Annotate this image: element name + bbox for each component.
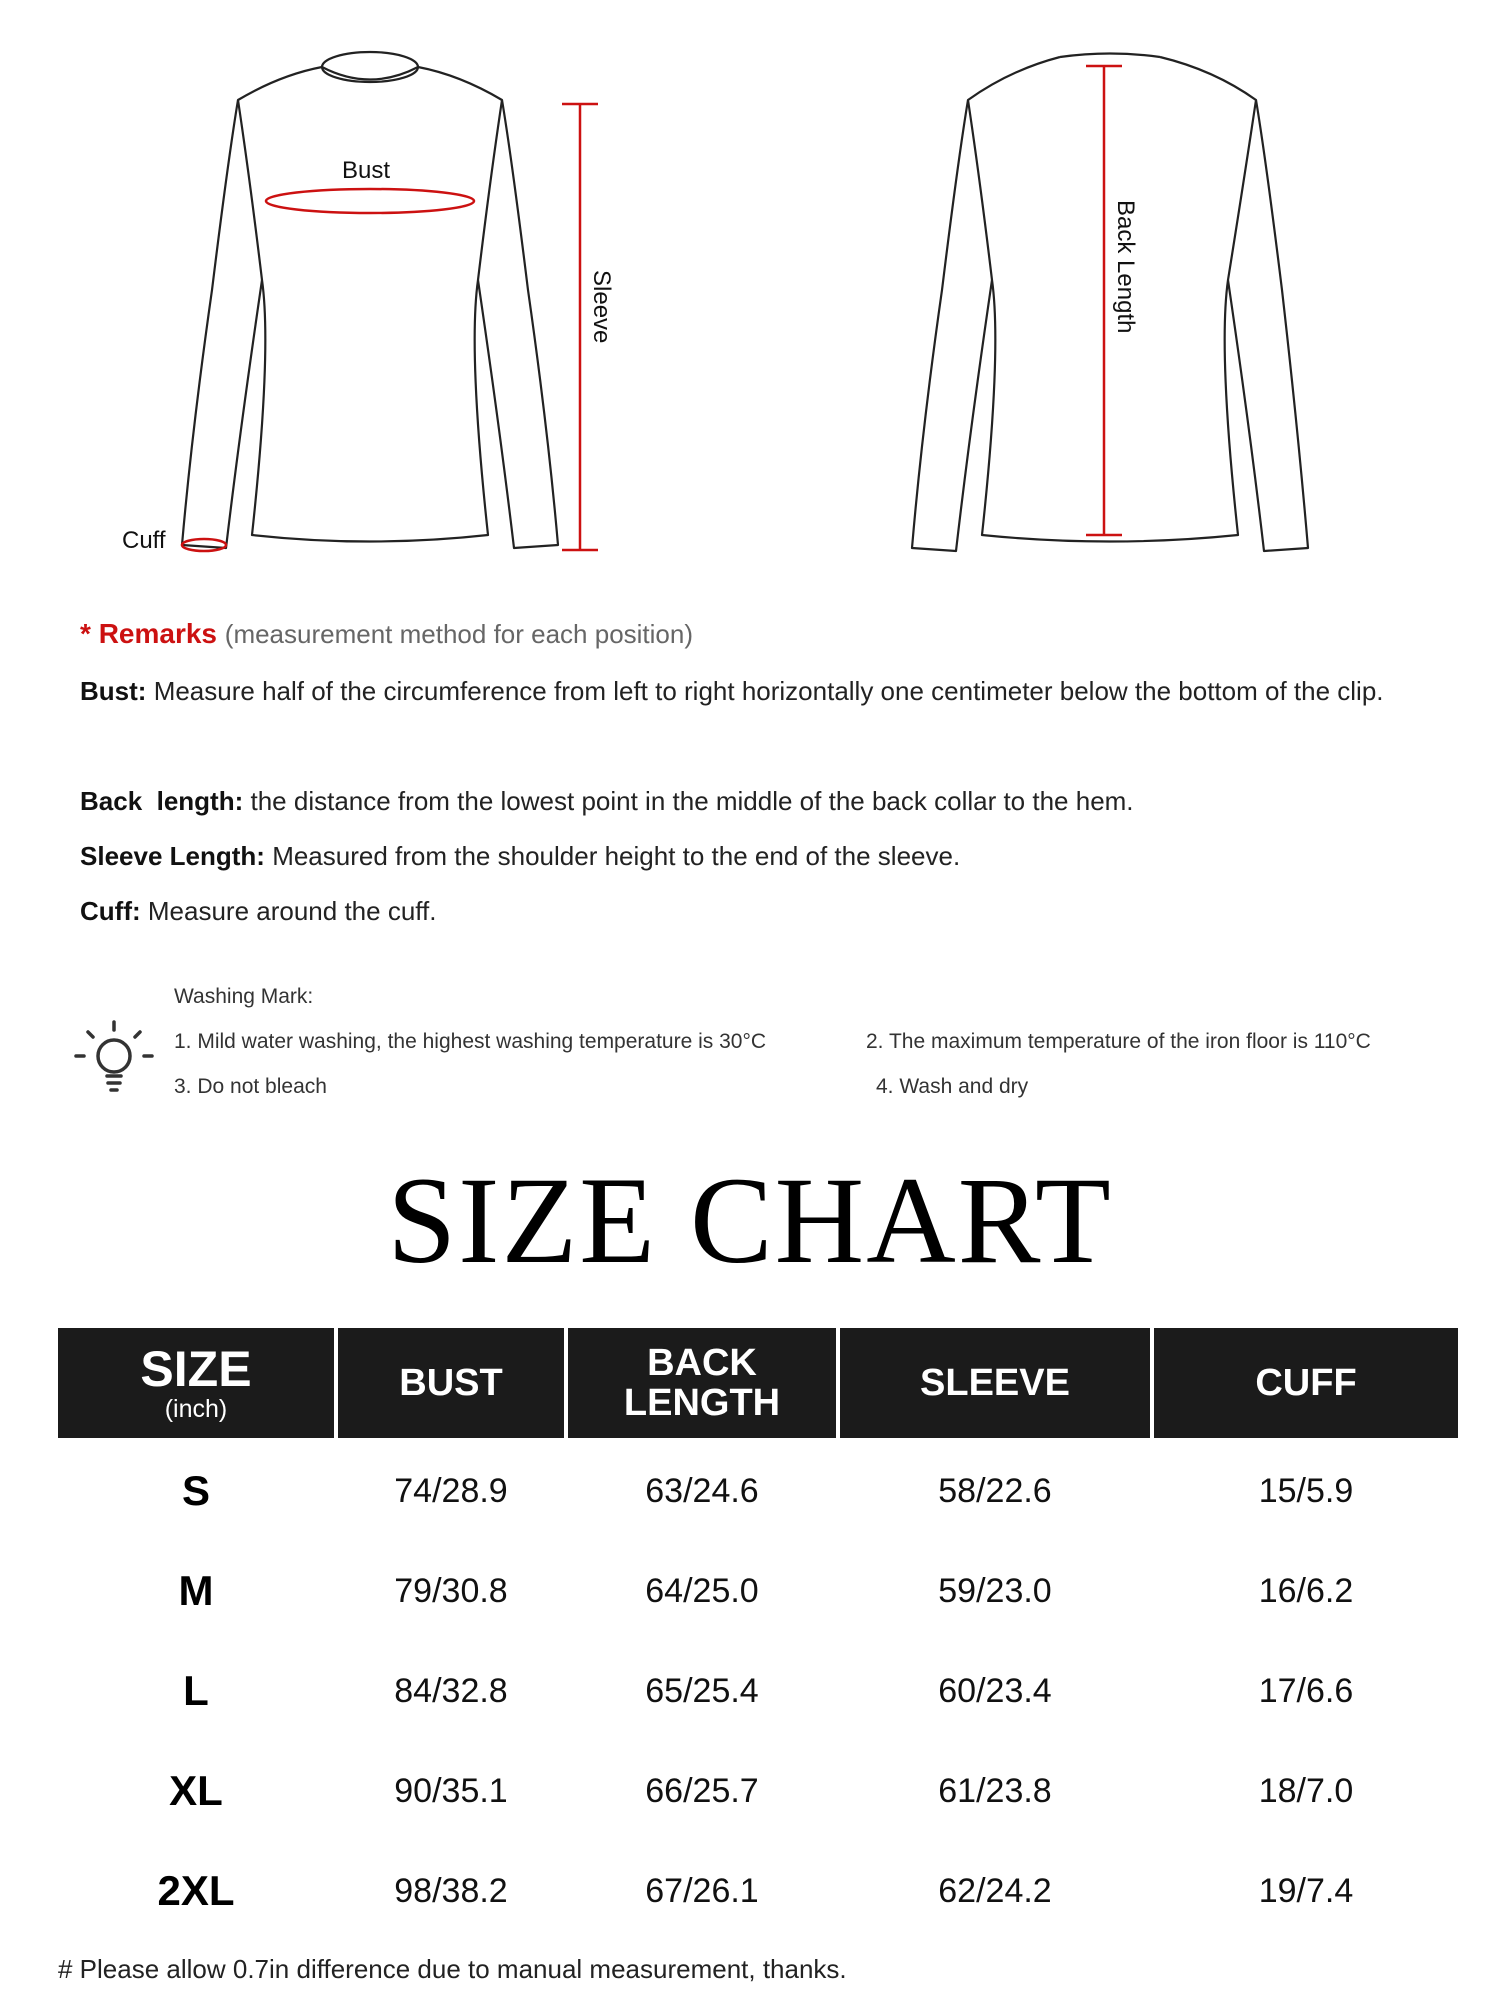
header-back-length	[568, 1328, 836, 1438]
definition-term: Sleeve Length	[80, 841, 257, 871]
cuff-cell: 17/6.6	[1258, 1671, 1354, 1710]
definition-text: Measure half of the circumference from left to right horizontally one centimeter below the bottom of the clip.	[153, 676, 1384, 706]
cuff-definition	[80, 884, 1420, 939]
definition-separator: :	[256, 841, 265, 871]
back-length-cell: 65/25.4	[645, 1671, 759, 1710]
size-cell: XL	[169, 1767, 223, 1814]
washing-instruction: 4. Wash and dry	[876, 1075, 1029, 1098]
remarks-heading	[80, 618, 693, 650]
measurement-footnote: # Please allow 0.7in difference due to manual measurement, thanks.	[58, 1954, 847, 1984]
bust-cell: 98/38.2	[394, 1871, 508, 1910]
definition-separator: :	[131, 896, 141, 926]
back-length-cell: 67/26.1	[645, 1871, 759, 1910]
cuff-cell: 15/5.9	[1258, 1471, 1354, 1510]
header-cuff	[1154, 1328, 1458, 1438]
bust-cell: 90/35.1	[394, 1771, 508, 1810]
size-cell: M	[178, 1567, 214, 1614]
header-label-line2: LENGTH	[623, 1382, 781, 1424]
washing-mark-title: Washing Mark:	[174, 985, 314, 1008]
washing-instruction: 1. Mild water washing, the highest washing temperature is 30°C	[174, 1030, 767, 1053]
header-label: SIZE	[140, 1341, 252, 1397]
header-sleeve	[840, 1328, 1150, 1438]
definition-term: Bust	[80, 676, 138, 706]
size-cell: 2XL	[157, 1867, 235, 1914]
table-row	[58, 1641, 1458, 1741]
back-length-label: Back Length	[1112, 200, 1139, 334]
cuff-cell: 18/7.0	[1258, 1771, 1354, 1810]
remarks-title: Remarks	[98, 618, 217, 649]
washing-instruction: 3. Do not bleach	[174, 1075, 327, 1098]
size-cell: S	[181, 1467, 210, 1514]
size-cell: L	[183, 1667, 209, 1714]
sleeve-cell: 59/23.0	[938, 1571, 1052, 1610]
size-table-header	[58, 1328, 1458, 1438]
remarks-subtitle: (measurement method for each position)	[224, 619, 694, 649]
header-unit: (inch)	[164, 1395, 228, 1423]
definition-text: the distance from the lowest point in the middle of the back collar to the hem.	[250, 786, 1134, 816]
cuff-cell: 19/7.4	[1258, 1871, 1354, 1910]
bust-cell: 74/28.9	[394, 1471, 508, 1510]
header-label: BUST	[399, 1362, 503, 1404]
definition-text: Measure around the cuff.	[147, 896, 437, 926]
bust-cell: 84/32.8	[394, 1671, 508, 1710]
table-row	[58, 1741, 1458, 1841]
sleeve-cell: 58/22.6	[938, 1471, 1052, 1510]
front-shirt-outline	[182, 52, 558, 548]
bust-label: Bust	[342, 157, 391, 184]
sleeve-label: Sleeve	[588, 270, 615, 344]
washing-instruction: 2. The maximum temperature of the iron floor is 110°C	[866, 1030, 1371, 1053]
garment-diagram	[0, 0, 1500, 580]
sleeve-cell: 60/23.4	[938, 1671, 1052, 1710]
table-row	[58, 1541, 1458, 1641]
table-row	[58, 1441, 1458, 1541]
cuff-cell: 16/6.2	[1258, 1571, 1354, 1610]
header-label: SLEEVE	[920, 1362, 1070, 1404]
remarks-star: *	[80, 618, 99, 649]
sleeve-cell: 61/23.8	[938, 1771, 1052, 1810]
definition-separator: :	[137, 676, 147, 706]
header-size	[58, 1328, 334, 1438]
back-length-definition	[80, 774, 1420, 829]
header-bust	[338, 1328, 564, 1438]
table-row	[58, 1841, 1458, 1941]
back-length-cell: 63/24.6	[645, 1471, 759, 1510]
definition-separator: :	[234, 786, 244, 816]
definition-term: Back length	[80, 786, 235, 816]
sleeve-cell: 62/24.2	[938, 1871, 1052, 1910]
cuff-label: Cuff	[122, 527, 166, 554]
bust-cell: 79/30.8	[394, 1571, 508, 1610]
back-shirt-outline	[912, 54, 1308, 552]
lightbulb-icon	[72, 1018, 156, 1102]
back-length-cell: 64/25.0	[645, 1571, 759, 1610]
back-length-cell: 66/25.7	[645, 1771, 759, 1810]
header-label: CUFF	[1255, 1362, 1357, 1404]
definition-term: Cuff	[80, 896, 132, 926]
size-chart-title: SIZE CHART	[387, 1152, 1113, 1289]
sleeve-length-definition	[80, 829, 1420, 884]
definition-text: Measured from the shoulder height to the end of the sleeve.	[272, 841, 961, 871]
bust-definition	[80, 664, 1420, 719]
bust-measure-ring	[266, 189, 474, 213]
header-label: BACK	[647, 1342, 757, 1384]
